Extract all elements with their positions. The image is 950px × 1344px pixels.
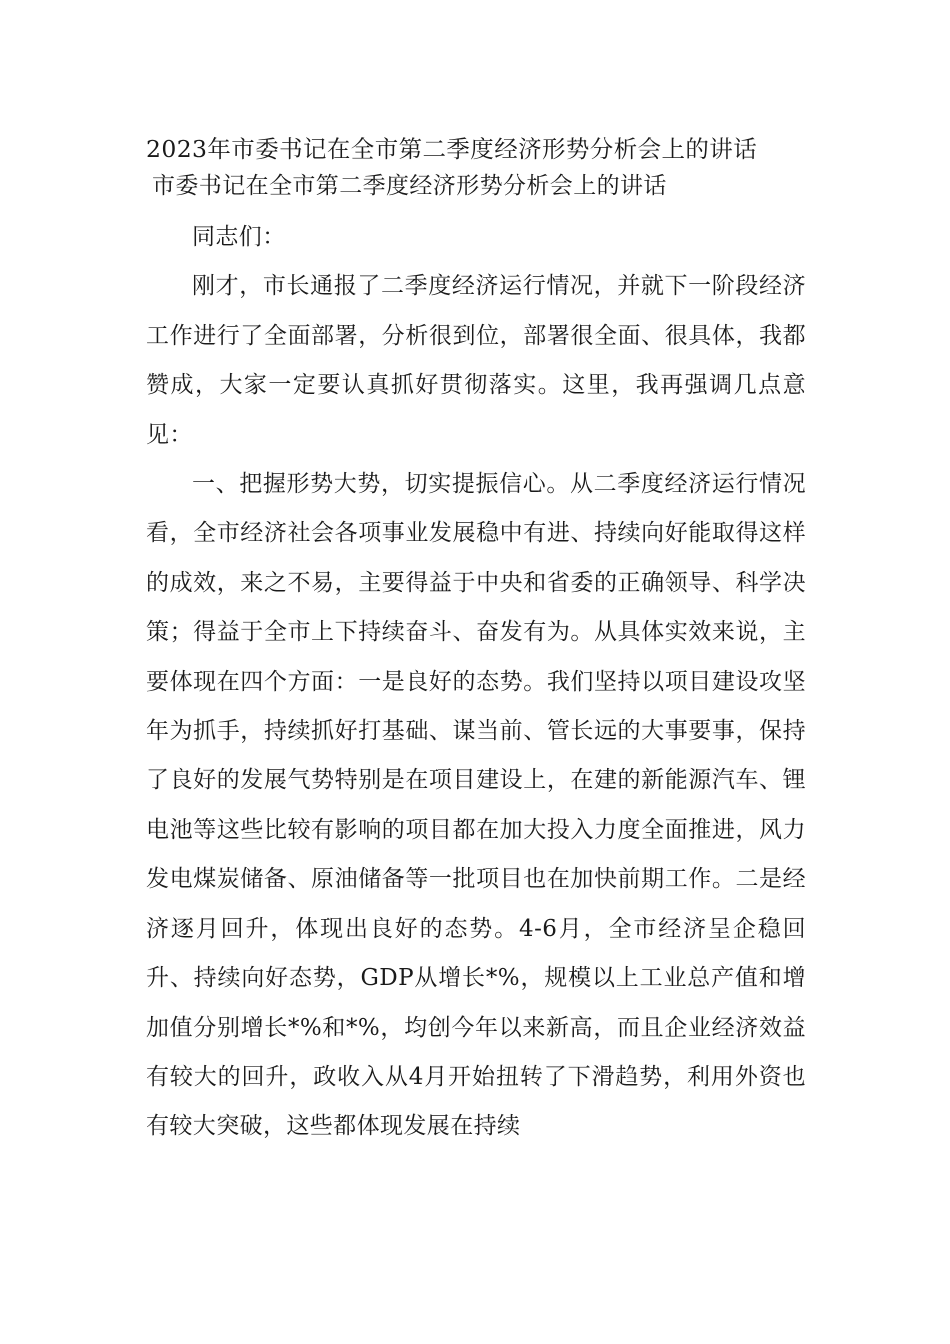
body-paragraph-2: 一、把握形势大势，切实提振信心。从二季度经济运行情况看，全市经济社会各项事业发展稳中有进、持续向好能取得这样的成效，来之不易，主要得益于中央和省委的正确领导、科学决策；得益于全市上下持续奋斗、奋发有为。从具体实效来说，主要体现在四个方面：一是良好的态势。我们坚持以项目建设攻坚年为抓手，持续抓好打基础、谋当前、管长远的大事要事，保持了良好的发展气势特别是在项目建设上，在建的新能源汽车、锂电池等这些比较有影响的项目都在加大投入力度全面推进，风力发电煤炭储备、原油储备等一批项目也在加快前期工作。二是经济逐月回升，体现出良好的态势。4-6月，全市经济呈企稳回升、持续向好态势，GDP从增长*%，规模以上工业总产值和增加值分别增长*%和*%，均创今年以来新高，而且企业经济效益有较大的回升，政收入从4月开始扭转了下滑趋势，利用外资也有较大突破，这些都体现发展在持续 — [146, 471, 806, 1140]
greeting-paragraph: 同志们： — [192, 224, 286, 250]
body-paragraph-1: 刚才，市长通报了二季度经济运行情况，并就下一阶段经济工作进行了全面部署，分析很到位，部署很全面、很具体，我都赞成，大家一定要认真抓好贯彻落实。这里，我再强调几点意见： — [146, 273, 806, 448]
document-body — [146, 131, 806, 1152]
document-title: 2023年市委书记在全市第二季度经济形势分析会上的讲话 — [146, 135, 758, 163]
document-subtitle: 市委书记在全市第二季度经济形势分析会上的讲话 — [152, 173, 667, 199]
